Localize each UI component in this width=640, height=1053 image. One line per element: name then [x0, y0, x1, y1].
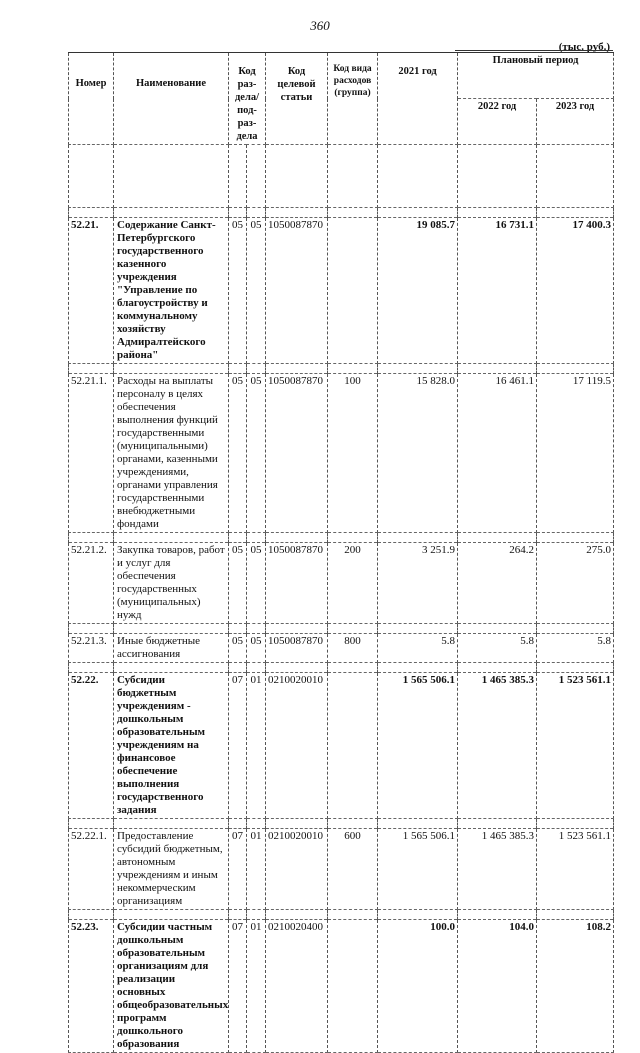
header-year-2022: 2022 год	[458, 99, 537, 145]
row-value-2021: 15 828.0	[378, 374, 458, 533]
row-value-2021: 1 565 506.1	[378, 829, 458, 910]
row-name: Предоставление субсидий бюджетным, автономным учреждениям и иным некоммерческим организациям	[114, 829, 229, 910]
row-value-2023: 108.2	[537, 920, 614, 1053]
row-name: Субсидии частным дошкольным образовательным организациям для реализации основных общеобразовательных программ дошкольного образования	[114, 920, 229, 1053]
row-expense-type	[328, 218, 378, 364]
row-subsection: 05	[247, 374, 266, 533]
row-value-2021: 100.0	[378, 920, 458, 1053]
header-year-2023: 2023 год	[537, 99, 614, 145]
row-subsection: 05	[247, 634, 266, 663]
row-number: 52.21.1.	[69, 374, 114, 533]
row-value-2022: 16 731.1	[458, 218, 537, 364]
row-target-code: 1050087870	[266, 218, 328, 364]
header-target-code: Код целевой статьи	[266, 53, 328, 145]
row-subsection: 05	[247, 218, 266, 364]
row-expense-type	[328, 920, 378, 1053]
row-section: 05	[229, 218, 247, 364]
row-value-2022: 1 465 385.3	[458, 673, 537, 819]
row-target-code: 1050087870	[266, 634, 328, 663]
row-target-code: 1050087870	[266, 543, 328, 624]
row-value-2023: 17 119.5	[537, 374, 614, 533]
header-row	[69, 53, 614, 99]
page-number: 360	[310, 18, 330, 33]
row-subsection: 01	[247, 920, 266, 1053]
row-value-2021: 1 565 506.1	[378, 673, 458, 819]
row-number: 52.21.	[69, 218, 114, 364]
row-number: 52.22.1.	[69, 829, 114, 910]
row-gap	[69, 624, 614, 634]
row-target-code: 0210020400	[266, 920, 328, 1053]
table-row	[69, 829, 614, 910]
row-target-code: 0210020010	[266, 829, 328, 910]
row-section: 05	[229, 634, 247, 663]
row-expense-type: 100	[328, 374, 378, 533]
row-expense-type	[328, 673, 378, 819]
row-expense-type: 800	[328, 634, 378, 663]
table-row	[69, 374, 614, 533]
header-expense-type: Код вида расходов (группа)	[328, 53, 378, 145]
row-value-2022: 264.2	[458, 543, 537, 624]
row-gap	[69, 663, 614, 673]
row-number: 52.21.2.	[69, 543, 114, 624]
row-value-2023: 275.0	[537, 543, 614, 624]
row-section: 07	[229, 920, 247, 1053]
row-name: Закупка товаров, работ и услуг для обеспечения государственных (муниципальных) нужд	[114, 543, 229, 624]
row-value-2021: 19 085.7	[378, 218, 458, 364]
budget-table	[68, 52, 614, 1053]
row-name: Расходы на выплаты персоналу в целях обеспечения выполнения функций государственными (муниципальными) органами, казенными учреждениями, органами управления государственными внебюджетными фондами	[114, 374, 229, 533]
row-value-2021: 3 251.9	[378, 543, 458, 624]
header-year-2021: 2021 год	[378, 53, 458, 145]
row-value-2023: 1 523 561.1	[537, 673, 614, 819]
row-value-2022: 16 461.1	[458, 374, 537, 533]
row-name: Иные бюджетные ассигнования	[114, 634, 229, 663]
row-subsection: 01	[247, 829, 266, 910]
header-section-code: Код раз-дела/ под-раз-дела	[229, 53, 266, 145]
row-value-2023: 5.8	[537, 634, 614, 663]
header-planning-period: Плановый период	[458, 53, 614, 99]
row-gap	[69, 819, 614, 829]
row-value-2022: 104.0	[458, 920, 537, 1053]
row-value-2023: 1 523 561.1	[537, 829, 614, 910]
row-subsection: 05	[247, 543, 266, 624]
row-target-code: 1050087870	[266, 374, 328, 533]
header-spacer	[69, 145, 614, 208]
row-number: 52.22.	[69, 673, 114, 819]
row-section: 07	[229, 829, 247, 910]
table-row	[69, 673, 614, 819]
table-body	[69, 208, 614, 1053]
row-gap	[69, 364, 614, 374]
row-number: 52.21.3.	[69, 634, 114, 663]
table-row	[69, 634, 614, 663]
row-value-2021: 5.8	[378, 634, 458, 663]
row-value-2023: 17 400.3	[537, 218, 614, 364]
units-divider	[455, 50, 613, 51]
table-row	[69, 543, 614, 624]
row-gap	[69, 533, 614, 543]
row-number: 52.23.	[69, 920, 114, 1053]
row-gap	[69, 208, 614, 218]
header-number: Номер	[69, 53, 114, 145]
row-value-2022: 5.8	[458, 634, 537, 663]
table-row	[69, 920, 614, 1053]
row-expense-type: 600	[328, 829, 378, 910]
row-expense-type: 200	[328, 543, 378, 624]
row-section: 05	[229, 543, 247, 624]
header-name: Наименование	[114, 53, 229, 145]
row-value-2022: 1 465 385.3	[458, 829, 537, 910]
row-section: 07	[229, 673, 247, 819]
table-row	[69, 218, 614, 364]
row-name: Содержание Санкт-Петербургского государственного казенного учреждения "Управление по благоустройству и коммунальному хозяйству Адмиралтейского района"	[114, 218, 229, 364]
row-subsection: 01	[247, 673, 266, 819]
row-target-code: 0210020010	[266, 673, 328, 819]
units-label: (тыс. руб.)	[558, 41, 610, 53]
row-name: Субсидии бюджетным учреждениям - дошкольным образовательным учреждениям на финансовое обеспечение выполнения государственного задания	[114, 673, 229, 819]
row-section: 05	[229, 374, 247, 533]
row-gap	[69, 910, 614, 920]
